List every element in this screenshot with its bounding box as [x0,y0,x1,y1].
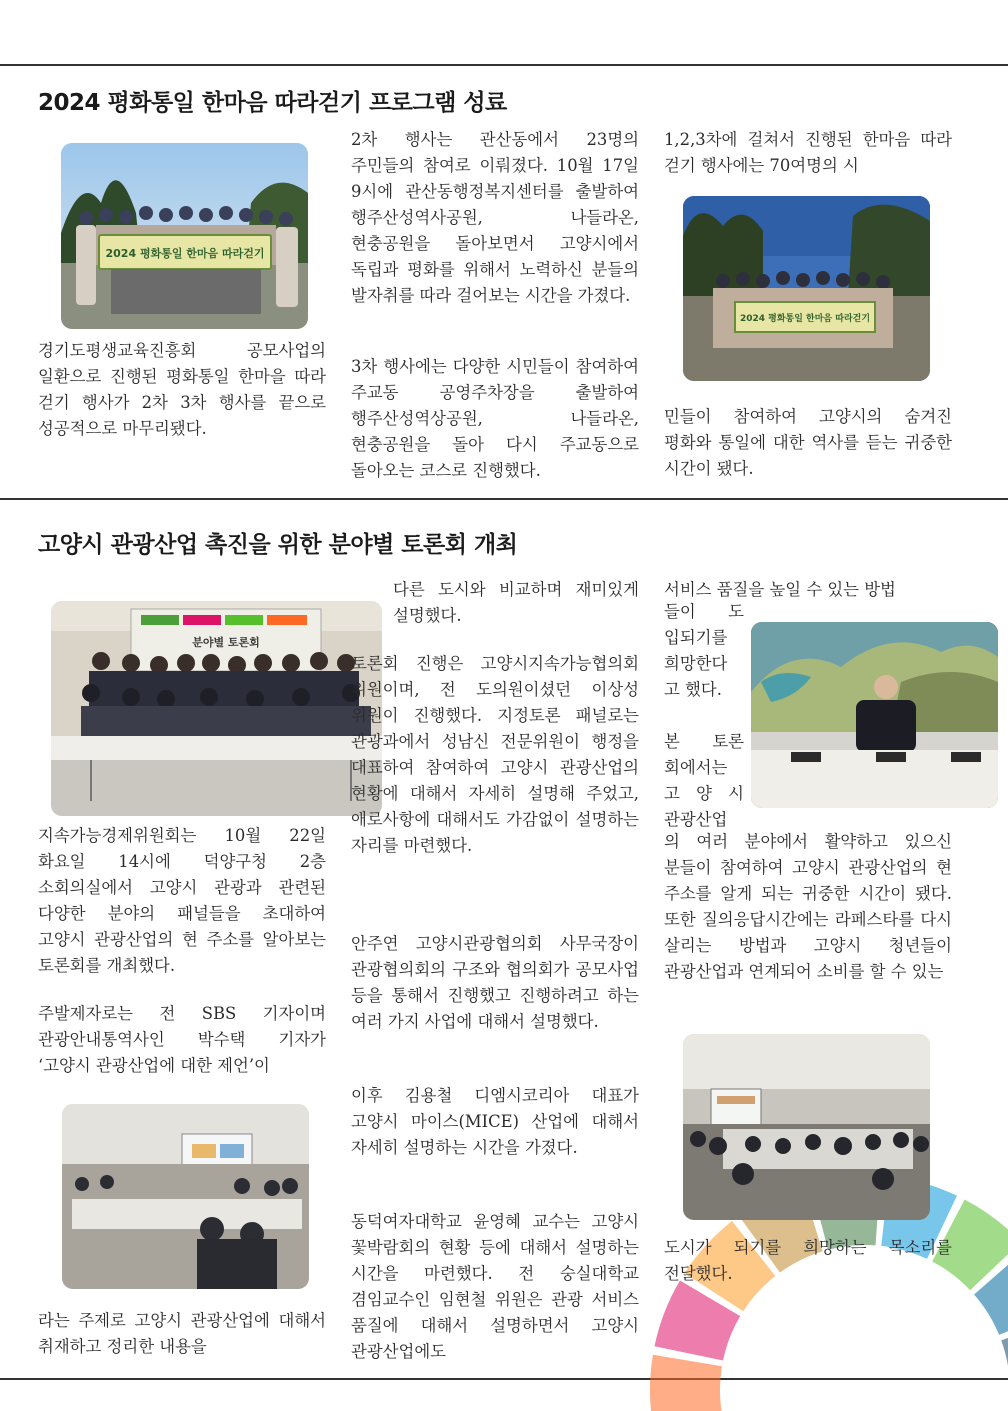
banner-text: 2024 평화통일 한마음 따라걷기 [105,247,265,260]
article-2-col3-paragraph-2: 의 여러 분야에서 활약하고 있으신 분들이 참여하여 고양시 관광산업의 현 주소를 알게 되는 귀중한 시간이 됐다. 또한 질의응답시간에는 라페스타를 다시 살리는 방법과 고양시 청년들이 관광산업과 연계되어 소비를 할 수 있는 [664,832,952,981]
article-1-col2-paragraph-2: 3차 행사에는 다양한 시민들이 참여하여 주교동 공영주차장을 출발하여 행주산성역상공원, 나들라온, 현충공원을 돌아 다시 주교동으로 돌아오는 코스로 진행했다. [351,357,639,480]
article-2-col2-paragraph-5: 동덕여자대학교 윤영혜 교수는 고양시 꽃박람회의 현황 등에 대해서 설명하는 시간을 마련했다. 전 숭실대학교 겸임교수인 임현철 위원은 관광 서비스 품질에 대해서 설명하면서 고양시 관광산업에도 [351,1212,639,1361]
top-rule [0,64,1008,66]
banner-text: 2024 평화통일 한마음 따라걷기 [739,314,871,324]
wheel-segment [1001,1393,1008,1411]
walking-group-photo-2 [683,196,930,381]
article-1-headline: 2024 평화통일 한마음 따라걷기 프로그램 성료 [38,90,507,116]
narrow-line [664,703,744,729]
article-2-col2-paragraph-4: 이후 김용철 디엠시코리아 대표가 고양시 마이스(MICE) 산업에 대해서 자세히 설명하는 시간을 가졌다. [351,1086,639,1157]
article-2-col1-paragraph-2: 주발제자로는 전 SBS 기자이며 관광안내통역사인 박수택 기자가 ‘고양시 관광산업에 대한 제언’이 [38,1004,326,1075]
article-2-col2-paragraph-3: 안주연 고양시관광협의회 사무국장이 관광협의회의 구조와 협의회가 공모사업 등을 통해서 진행했고 진행하려고 하는 여러 가지 사업에 대해서 설명했다. [351,934,639,1031]
forum-audience-photo [683,1034,930,1220]
article-2-col1-paragraph-3: 라는 주제로 고양시 관광산업에 대해서 취재하고 정리한 내용을 [38,1311,326,1356]
forum-speaker-photo [751,622,998,808]
narrow-line: 들이 도 [664,602,744,621]
narrow-line: 고 양 시 [664,784,744,803]
narrow-line: 회에서는 [664,758,728,777]
narrow-line: 희망한다 [664,654,728,673]
article-2-col1-paragraph-1: 지속가능경제위원회는 10월 22일 화요일 14시에 덕양구청 2층 소회의실에서 고양시 관광과 관련된 다양한 분야의 패널들을 초대하여 고양시 관광산업의 현 주소를 알아보는 토론회를 개최했다. [38,826,326,975]
article-2-col2-paragraph-2: 토론회 진행은 고양시지속가능협의회 위원이며, 전 도의원이셨던 이상성 위원이 진행했다. 지정토론 패널로는 관광과에서 성남신 전문위원이 행정을 대표하여 참여하여 고양시 관광산업의 현황에 대해서 자세히 설명해 주었고, 애로사항에 대해서도 가감없이 설명하는 자리를 마련했다. [351,654,639,855]
narrow-line: 고 했다. [664,680,722,699]
article-2-col2-paragraph-1: 다른 도시와 비교하며 재미있게 설명했다. [393,580,639,625]
article-2-col3-narrow-text [664,599,744,833]
section-divider [0,498,1008,500]
article-1-col3-paragraph-1: 1,2,3차에 걸쳐서 진행된 한마음 따라 걷기 행사에는 70여명의 시 [664,130,952,175]
walking-group-photo-1 [61,143,308,329]
article-1-col3-paragraph-2: 민들이 참여하여 고양시의 숨겨진 평화와 통일에 대한 역사를 듣는 귀중한 시간이 됐다. [664,407,952,478]
narrow-line: 본 토론 [664,732,744,751]
article-2-col3-line-1: 서비스 품질을 높일 수 있는 방법 [664,580,896,599]
article-2-headline: 고양시 관광산업 촉진을 위한 분야별 토론회 개최 [38,532,518,558]
article-2-col3-paragraph-3: 도시가 되기를 희망하는 목소리를 전달했다. [664,1238,952,1283]
forum-group-photo [51,601,382,816]
wheel-segment [650,1355,722,1411]
narrow-line: 입되기를 [664,628,728,647]
article-1-col1-text: 경기도평생교육진흥회 공모사업의 일환으로 진행된 평화통일 한마을 따라 걷기 행사가 2차 3차 행사를 끝으로 성공적으로 마무리됐다. [38,341,326,438]
narrow-line: 관광산업 [664,810,728,829]
forum-banner: 분야별 토론회 [192,636,260,649]
article-1-col2-paragraph-1: 2차 행사는 관산동에서 23명의 주민들의 참여로 이뤄졌다. 10월 17일 9시에 관산동행정복지센터를 출발하여 행주산성역사공원, 나들라온, 현충공원을 돌아보면서 고양시에서 독립과 평화를 위해서 노력하신 분들의 발자취를 따라 걸어보는 시간을 가졌다. [351,130,639,305]
forum-presentation-photo [62,1104,309,1289]
